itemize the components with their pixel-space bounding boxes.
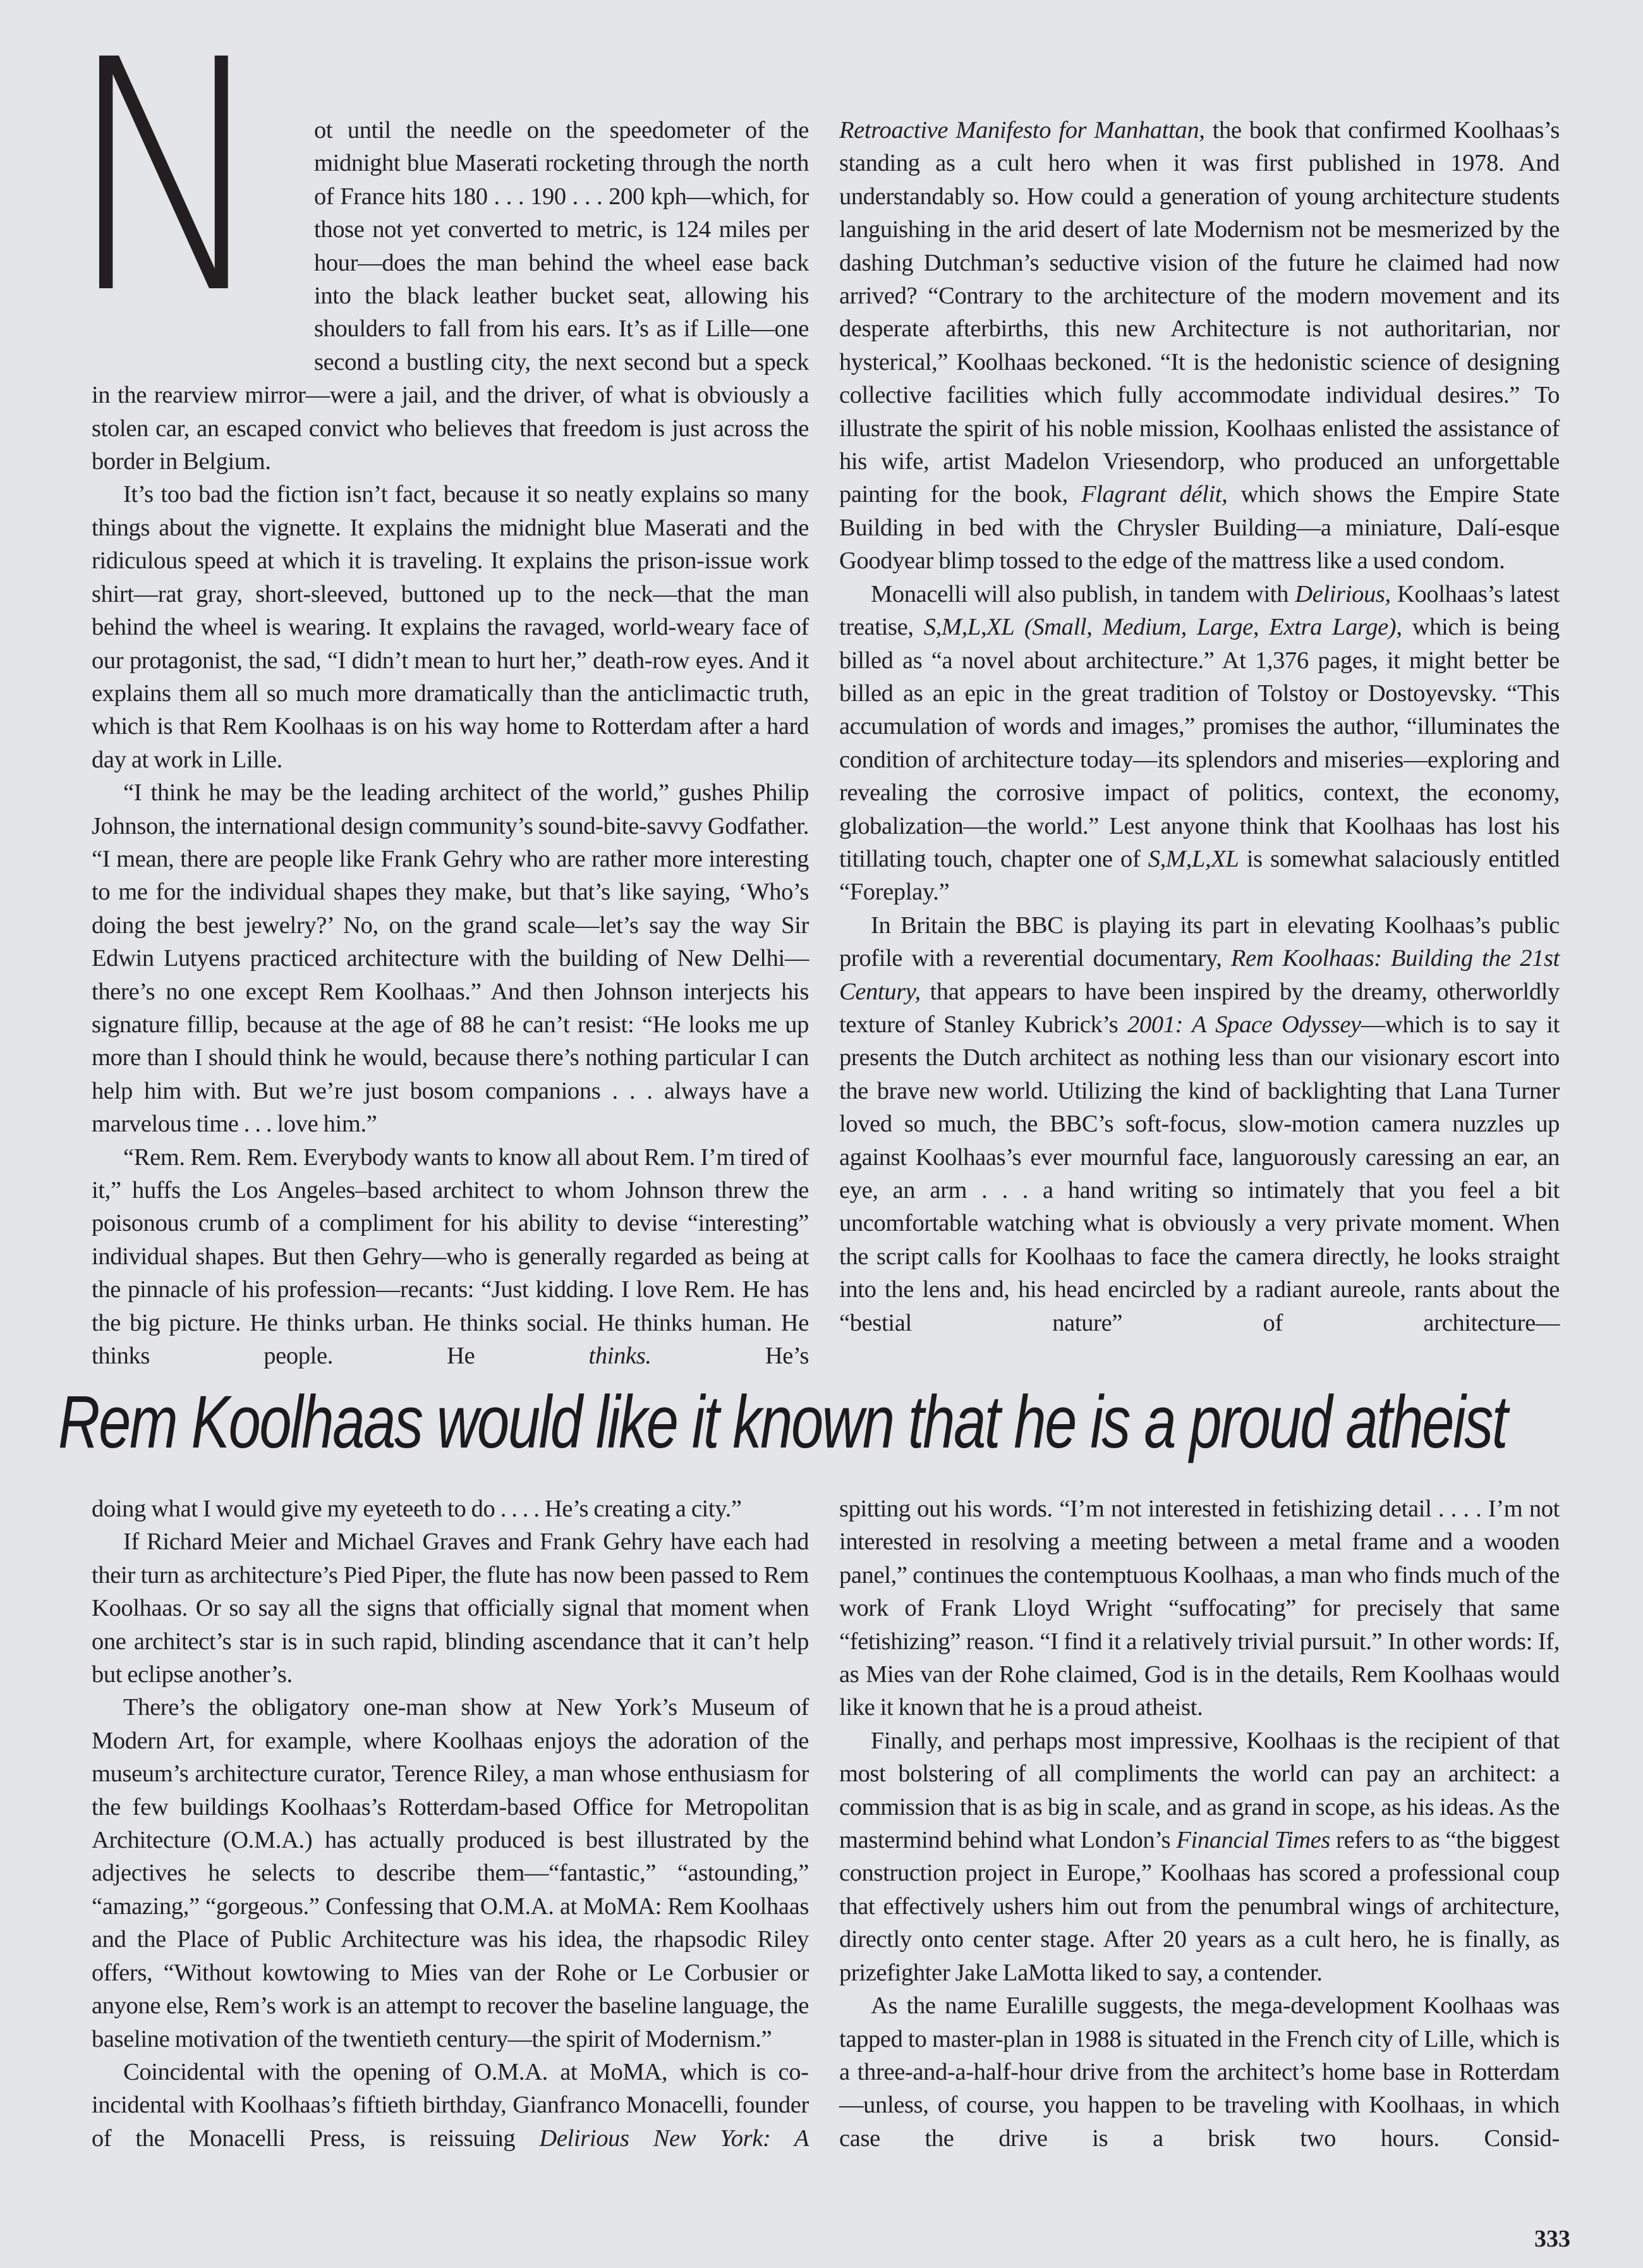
italic-text: Rem Koolhaas: Building the 21st Century, [839, 945, 1560, 1005]
paragraph [839, 1492, 1560, 1724]
paragraph [839, 578, 1560, 909]
italic-text: Retroactive Manifesto for Manhattan, [839, 117, 1205, 143]
text-run: In Britain the BBC is playing its part in elevating Koolhaas’s public profile with a reverential documentary, [839, 911, 1560, 972]
italic-text: S,M,L,XL [1148, 845, 1239, 872]
paragraph [839, 114, 1560, 578]
column-bottom-left [92, 1492, 809, 2155]
text-run: refers to as “the biggest construction project in Europe,” Koolhaas has scored a professional coup that effectively ushers him out from the penumbral wings of architecture, directly onto center stage. After 20 years as a cult hero, he is finally, as prizefighter Jake LaMotta liked to say, a contender. [839, 1827, 1560, 1986]
text-run: It’s too bad the fiction isn’t fact, because it so neatly explains so many things about the vignette. It explains the midnight blue Maserati and the ridiculous speed at which it is traveling. It explains the prison-issue work shirt—rat gray, short-sleeved, buttoned up to the neck—that the man behind the wheel is wearing. It explains the ravaged, world-weary face of our protagonist, the sad, “I didn’t mean to hurt her,” death-row eyes. And it explains them all so much more dramatically than the anticlimactic truth, which is that Rem Koolhaas is on his way home to Rotterdam after a hard day at work in Lille. [92, 481, 809, 773]
text-run: —which is to say it presents the Dutch architect as nothing less than our visionary escort into the brave new world. Utilizing the kind of backlighting that Lana Turner loved so much, the BBC’s soft-focus, slow-motion camera nuzzles up against Koolhaas’s ever mournful face, languorously caressing an ear, an eye, an arm . . . a hand writing so intimately that you feel a bit uncomfortable watching what is obviously a very private moment. When the script calls for Koolhaas to face the camera directly, he looks straight into the lens and, his head encircled by a radiant aureole, rants about the “bestial nature” of architecture— [839, 1011, 1560, 1336]
paragraph [92, 1525, 809, 1691]
italic-text: Delirious New York: A [539, 2125, 809, 2152]
paragraph [839, 1989, 1560, 2155]
paragraph [92, 478, 809, 776]
italic-text: Delirious, [1295, 580, 1391, 607]
text-run: which shows the Empire State Building in bed with the Chrysler Building—a miniature, Dalí-esque Goodyear blimp tossed to the edge of the mattress like a used condom. [839, 481, 1560, 575]
text-run: ot until the needle on the speedometer of the midnight blue Maserati rocketing through the north of France hits 180 . . . 190 . . . 200 kph—which, for those not yet converted to metric, is 124 miles per hour—does the man behind the wheel ease back into the black leather bucket seat, allowing his shoulders to fall from his ears. It’s as if Lille—one second a bustling city, the next second but a speck in the rearview mirror—were a jail, and the driver, of what is obviously a stolen car, an escaped convict who believes that freedom is just across the border in Belgium. [92, 117, 809, 475]
drop-cap: N [66, 0, 269, 364]
paragraph [839, 909, 1560, 1339]
text-run: As the name Euralille suggests, the mega-development Koolhaas was tapped to master-plan in 1988 is situated in the French city of Lille, which is a three-and-a-half-hour drive from the architect’s home base in Rotterdam—unless, of course, you happen to be traveling with Koolhaas, in which case the drive is a brisk two hours. Consid- [839, 1992, 1560, 2152]
text-run: is somewhat salaciously entitled “Foreplay.” [839, 845, 1560, 906]
page-number: 333 [1534, 2226, 1570, 2252]
italic-text: Flagrant délit, [1081, 481, 1228, 508]
italic-text: 2001: A Space Odyssey [1127, 1011, 1361, 1038]
italic-text: Financial Times [1176, 1827, 1331, 1854]
paragraph [92, 1492, 809, 1525]
italic-text: S,M,L,XL (Small, Medium, Large, Extra Large), [923, 614, 1402, 641]
paragraph [839, 1724, 1560, 1989]
text-run: There’s the obligatory one-man show at New York’s Museum of Modern Art, for example, where Koolhaas enjoys the adoration of the museum’s architecture curator, Terence Riley, a man whose enthusiasm for the few buildings Koolhaas’s Rotterdam-based Office for Metropolitan Architecture (O.M.A.) has actually produced is best illustrated by the adjectives he selects to describe them—“fantastic,” “astounding,” “amazing,” “gorgeous.” Confessing that O.M.A. at MoMA: Rem Koolhaas and the Place of Public Architecture was his idea, the rhapsodic Riley offers, “Without kowtowing to Mies van der Rohe or Le Corbusier or anyone else, Rem’s work is an attempt to recover the baseline language, the baseline motivation of the twentieth century—the spirit of Modernism.” [92, 1694, 809, 2052]
drop-cap-box [66, 0, 314, 364]
text-run: Coincidental with the opening of O.M.A. at MoMA, which is coincidental with Koolhaas’s fiftieth birthday, Gianfranco Monacelli, founder of the Monacelli Press, is reissuing [92, 2058, 809, 2152]
text-run: He’s [651, 1343, 809, 1370]
column-bottom-right [839, 1492, 1560, 2155]
paragraph [92, 776, 809, 1140]
text-run: “I think he may be the leading architect of the world,” gushes Philip Johnson, the international design community’s sound-bite-savvy Godfather. “I mean, there are people like Frank Gehry who are rather more interesting to me for the individual shapes they make, but that’s like saying, ‘Who’s doing the best jewelry?’ No, on the grand scale—let’s say the way Sir Edwin Lutyens practiced architecture with the building of New Delhi—there’s no one except Rem Koolhaas.” And then Johnson interjects his signature fillip, because at the age of 88 he can’t resist: “He looks me up more than I should think he would, because there’s nothing particular I can help him with. But we’re just bosom companions . . . always have a marvelous time . . . love him.” [92, 779, 809, 1138]
text-run: Koolhaas’s latest treatise, [839, 580, 1560, 641]
text-run: If Richard Meier and Michael Graves and Frank Gehry have each had their turn as architecture’s Pied Piper, the flute has now been passed to Rem Koolhaas. Or so say all the signs that officially signal that moment when one architect’s star is in such rapid, blinding ascendance that it can’t help but eclipse another’s. [92, 1528, 809, 1688]
text-run: the book that confirmed Koolhaas’s standing as a cult hero when it was first published in 1978. And understandably so. How could a generation of young architecture students languishing in the arid desert of late Modernism not be mesmerized by the dashing Dutchman’s seductive vision of the future he claimed had now arrived? “Contrary to the architecture of the modern movement and its desperate afterbirths, this new Architecture is not authoritarian, nor hysterical,” Koolhaas beckoned. “It is the hedonistic science of designing collective facilities which fully accommodate individual desires.” To illustrate the spirit of his noble mission, Koolhaas enlisted the assistance of his wife, artist Madelon Vriesendorp, who produced an unforgettable painting for the book, [839, 117, 1560, 508]
text-run: Finally, and perhaps most impressive, Koolhaas is the recipient of that most bolstering of all compliments the world can pay an architect: a commission that is as big in scale, and as grand in scope, as his ideas. As the mastermind behind what London’s [839, 1727, 1560, 1854]
text-run: that appears to have been inspired by the dreamy, otherworldly texture of Stanley Kubrick’s [839, 978, 1560, 1038]
paragraph [92, 2056, 809, 2155]
text-run: Monacelli will also publish, in tandem with [871, 580, 1295, 607]
text-run: which is being billed as “a novel about architecture.” At 1,376 pages, it might better be billed as an epic in the great tradition of Tolstoy or Dostoyevsky. “This accumulation of words and images,” promises the author, “illuminates the condition of architecture today—its splendors and miseries—exploring and revealing the corrosive impact of politics, context, the economy, globalization—the world.” Lest anyone think that Koolhaas has lost his titillating touch, chapter one of [839, 614, 1560, 872]
paragraph [92, 1691, 809, 2055]
column-top-left [66, 0, 809, 1372]
column-top-right [839, 114, 1560, 1339]
italic-text: thinks. [588, 1343, 652, 1370]
text-run: spitting out his words. “I’m not interested in fetishizing detail . . . . I’m not interested in resolving a meeting between a metal frame and a wooden panel,” continues the contemptuous Koolhaas, a man who finds much of the work of Frank Lloyd Wright “suffocating” for precisely that same “fetishizing” reason. “I find it a relatively trivial pursuit.” In other words: If, as Mies van der Rohe claimed, God is in the details, Rem Koolhaas would like it known that he is a proud atheist. [839, 1496, 1560, 1721]
text-run: “Rem. Rem. Rem. Everybody wants to know all about Rem. I’m tired of it,” huffs the Los Angeles–based architect to whom Johnson threw the poisonous crumb of a compliment for his ability to devise “interesting” individual shapes. But then Gehry—who is generally regarded as being at the pinnacle of his profession—recants: “Just kidding. I love Rem. He has the big picture. He thinks urban. He thinks social. He thinks human. He thinks people. He [92, 1143, 809, 1370]
text-run: doing what I would give my eyeteeth to do . . . . He’s creating a city.” [92, 1496, 742, 1522]
pull-quote: Rem Koolhaas would like it known that he is a proud atheist [58, 1381, 1507, 1464]
paragraph [92, 1141, 809, 1373]
